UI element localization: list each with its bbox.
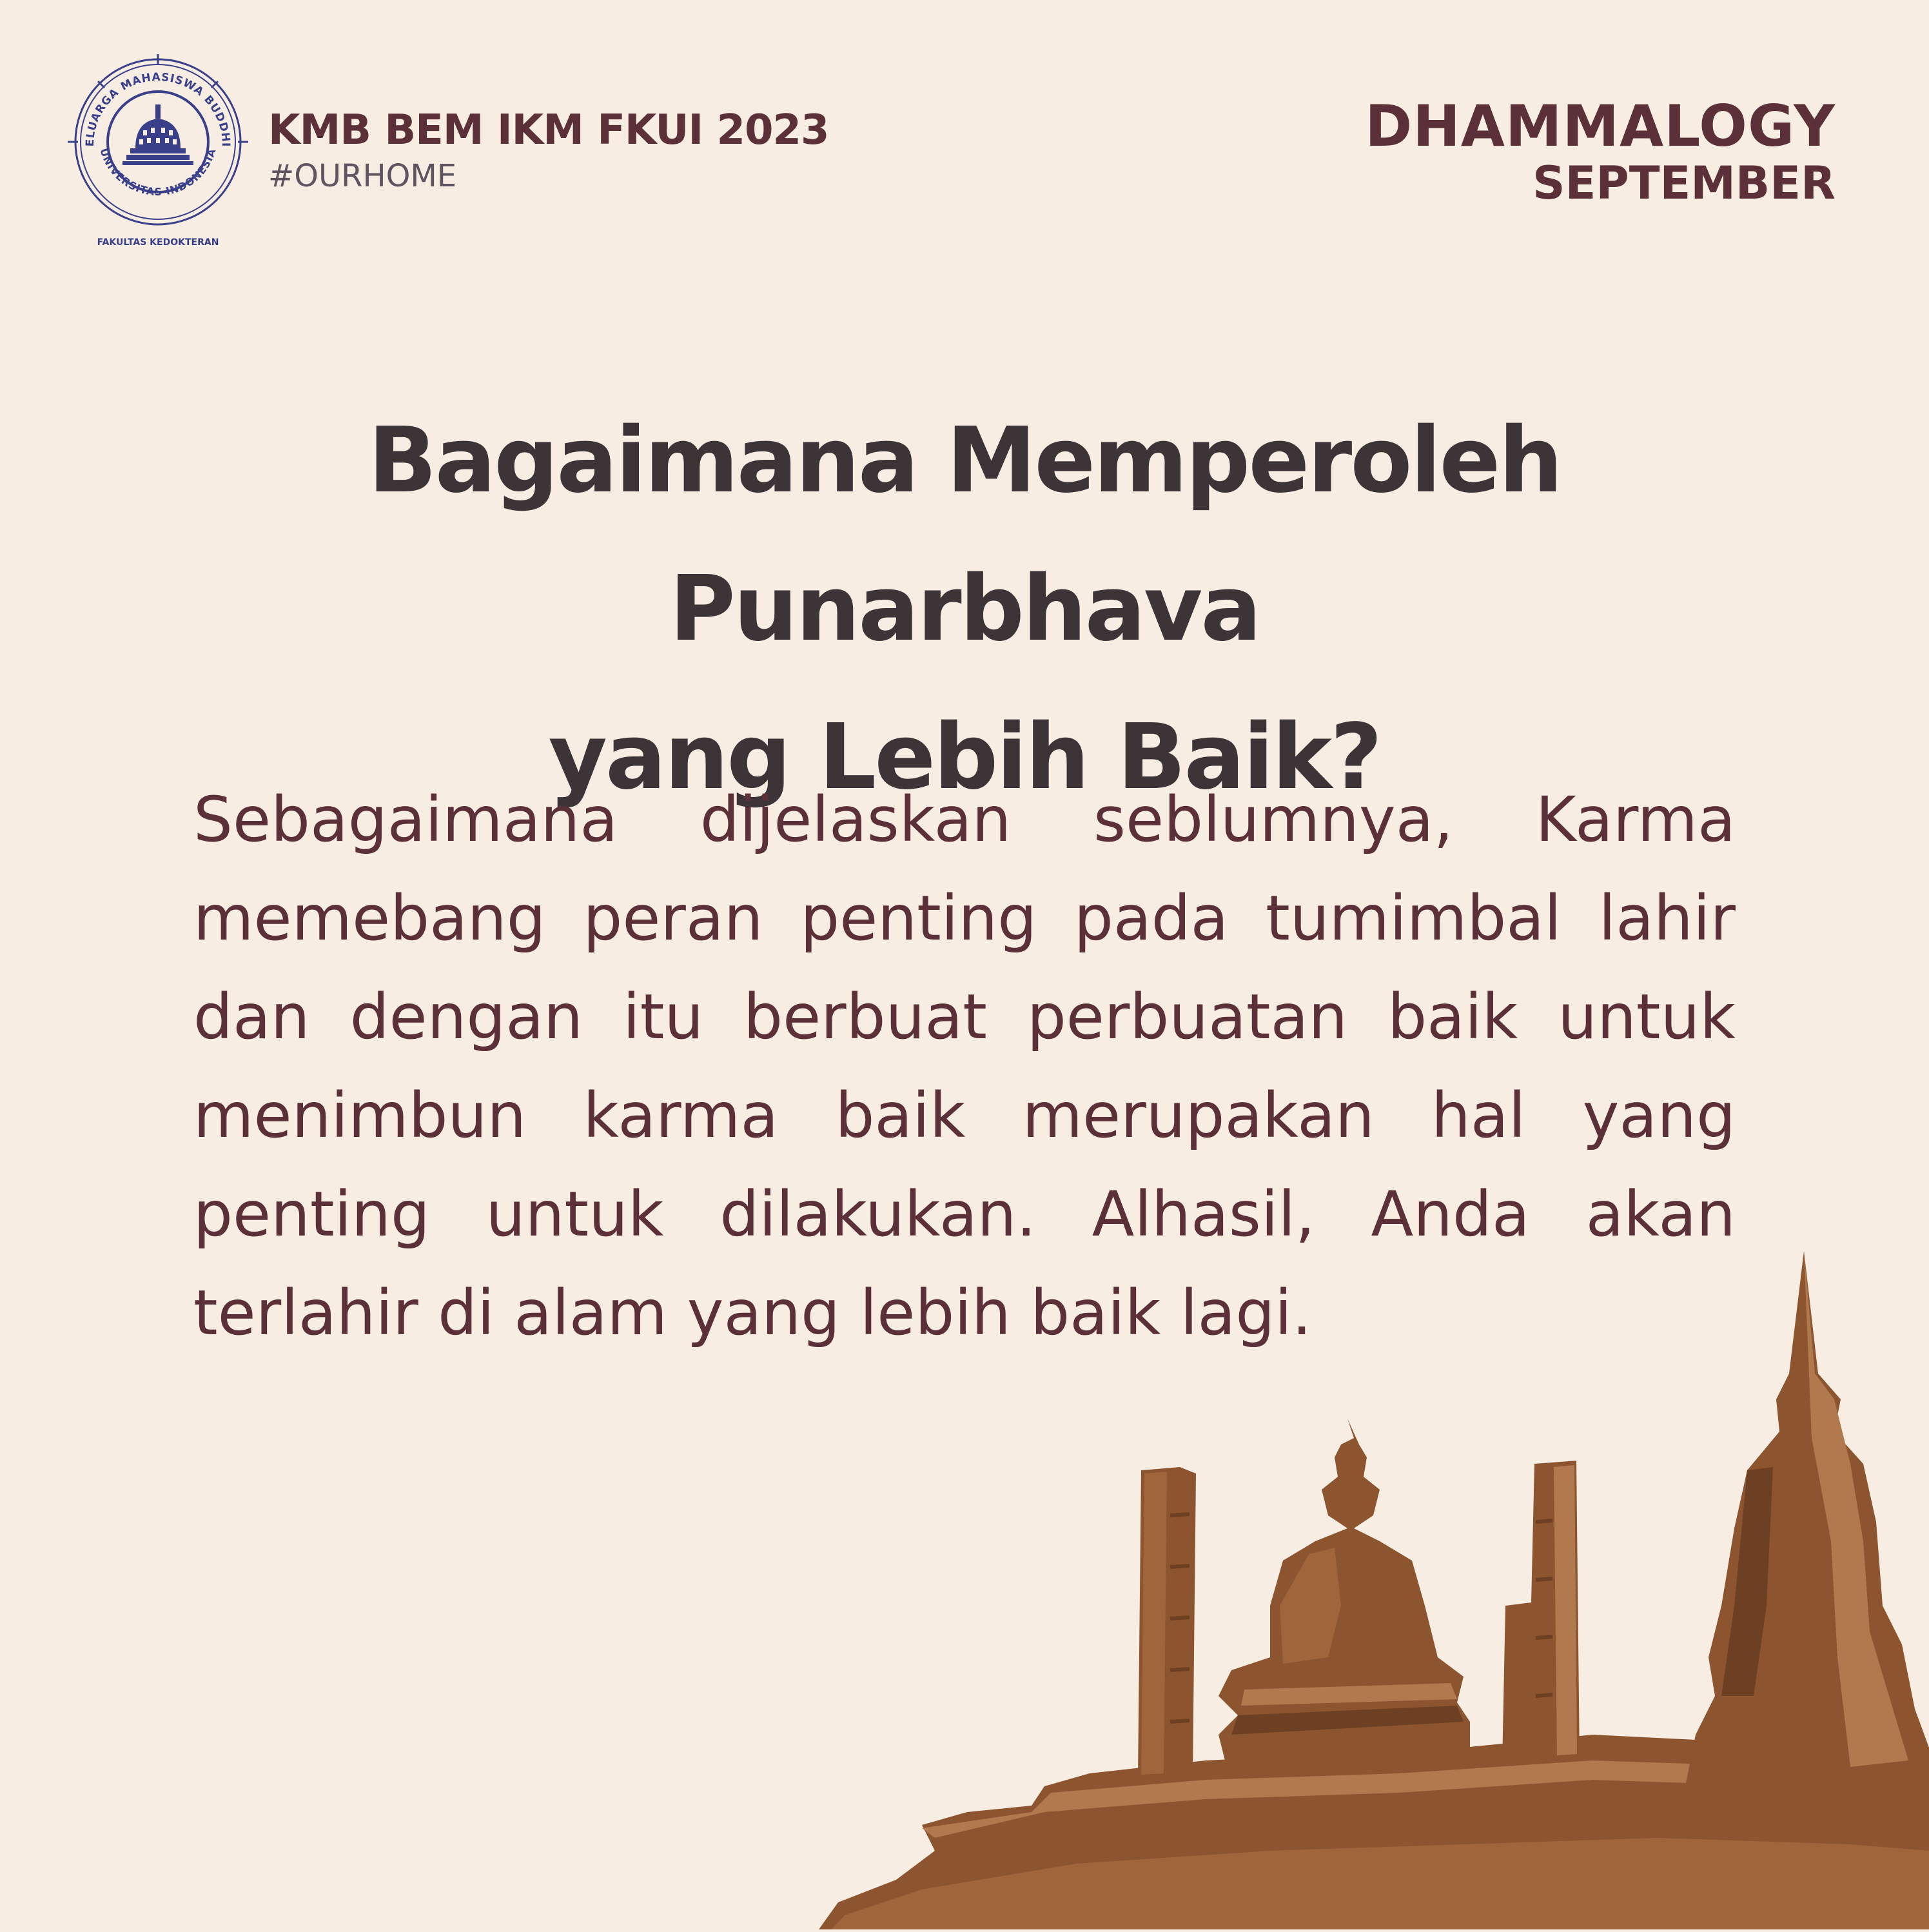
series-month: SEPTEMBER (1532, 157, 1836, 210)
organization-name: KMB BEM IKM FKUI 2023 (268, 106, 829, 154)
title-line-1: Bagaimana Memperoleh Punarbhava (367, 408, 1562, 662)
series-header (1365, 93, 1836, 210)
page-title (77, 387, 1852, 832)
hashtag: #OURHOME (268, 158, 457, 194)
title-line-2: yang Lebih Baik? (548, 705, 1381, 810)
temple-illustration (819, 1245, 1929, 1929)
organization-header (268, 106, 829, 194)
body-paragraph: Sebagaimana dijelaskan seblumnya, Karma memebang peran penting pada tumimbal lahir dan dengan itu berbuat perbuatan baik untuk menimbun karma baik merupakan hal yang penting untuk dilakukan. Alhasil, Anda akan terlahir di alam yang lebih baik lagi. (193, 784, 1736, 1349)
kmb-logo-icon (64, 52, 251, 251)
series-name: DHAMMALOGY (1365, 93, 1836, 159)
svg-text:UNIVERSITAS INDONESIA: UNIVERSITAS INDONESIA (97, 146, 219, 198)
svg-text:KELUARGA MAHASISWA BUDDHIS: ELUARGA MAHASISWA BUDDHI (83, 70, 233, 148)
organization-logo (64, 52, 251, 251)
buddha-temple-ruins-icon (819, 1245, 1929, 1929)
svg-text:FAKULTAS KEDOKTERAN: FAKULTAS KEDOKTERAN (97, 237, 219, 248)
